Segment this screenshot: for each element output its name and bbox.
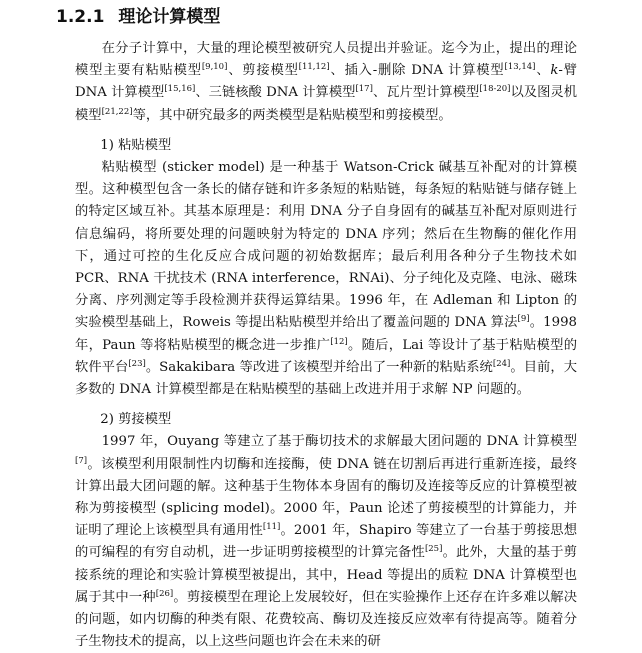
intro-text-4: 、 bbox=[535, 63, 551, 79]
citation-ref: [11] bbox=[262, 522, 281, 533]
intro-text-7: 、瓦片型计算模型 bbox=[372, 85, 480, 101]
citation-ref: [9,10] bbox=[201, 62, 228, 73]
intro-text-2: 、剪接模型 bbox=[227, 63, 299, 79]
citation-ref: [11,12] bbox=[298, 62, 330, 73]
splicing-paragraph bbox=[75, 431, 577, 653]
citation-ref: [26] bbox=[155, 588, 174, 599]
splicing-text-1: 1997 年，Ouyang 等建立了基于酶切技术的求解最大团问题的 DNA 计算模型 bbox=[101, 434, 577, 450]
splicing-text-4: 。此外，大量的基于剪接系统的理论和实验计算模型被提出，其中，Head 等提出的质粒 DNA 计算模型也属于其中一种 bbox=[75, 545, 578, 605]
intro-text-5: -臂 DNA 计算模型 bbox=[75, 63, 578, 101]
splicing-subheading: 2) 剪接模型 bbox=[100, 412, 172, 428]
sticker-text-4: 。Sakakibara 等改进了该模型并给出了一种新的粘贴系统 bbox=[145, 359, 493, 375]
intro-text-6: 、三链核酸 DNA 计算模型 bbox=[195, 85, 356, 101]
section-number: 1.2.1 bbox=[56, 7, 105, 27]
citation-ref: [7] bbox=[75, 455, 88, 466]
citation-ref: [15,16] bbox=[164, 84, 196, 95]
citation-ref: [12] bbox=[330, 336, 348, 347]
intro-text-8: 以及图灵机模型 bbox=[75, 85, 578, 123]
splicing-text-2: 。该模型利用限制性内切酶和连接酶，使 DNA 链在切割后再进行重新连接，最终计算出最大团问题的解。这种基于生物体本身固有的酶切及连接等反应的计算模型被称为剪接模型 (splicing model)。2000 年，Paun 论述了剪接模型的计算能力，并证明了理论上该模型具有通用性 bbox=[75, 456, 577, 539]
section-body bbox=[75, 38, 577, 653]
sticker-text-3: 。随后，Lai 等设计了基于粘贴模型的软件平台 bbox=[75, 337, 577, 375]
citation-ref: [13,14] bbox=[504, 62, 536, 73]
splicing-text-5: 。剪接模型在理论上发展较好，但在实验操作上还存在许多难以解决的问题，如内切酶的种类有限、花费较高、酶切及连接反应效率有待提高等。随着分子生物技术的提高，以上这些问题也许会在未来的研 bbox=[75, 589, 578, 650]
intro-text-1: 在分子计算中，大量的理论模型被研究人员提出并验证。迄今为止，提出的理论模型主要有粘贴模型 bbox=[75, 41, 577, 79]
citation-ref: [24] bbox=[492, 358, 511, 369]
section-heading bbox=[56, 6, 220, 28]
section-title: 理论计算模型 bbox=[118, 7, 221, 27]
sticker-paragraph bbox=[75, 157, 577, 401]
citation-ref: [23] bbox=[128, 358, 146, 369]
intro-paragraph bbox=[75, 38, 577, 127]
citation-ref: [25] bbox=[424, 544, 443, 555]
citation-ref: [21,22] bbox=[101, 106, 133, 117]
sticker-text-2: 。1998 年，Paun 等将粘贴模型的概念进一步推广 bbox=[75, 315, 577, 353]
intro-text-9: 等，其中研究最多的两类模型是粘贴模型和剪接模型。 bbox=[132, 107, 452, 123]
citation-ref: [18-20] bbox=[479, 84, 511, 95]
intro-text-3: 、插入-删除 DNA 计算模型 bbox=[329, 63, 505, 79]
splicing-text-3: 。2001 年，Shapiro 等建立了一台基于剪接思想的可编程的有穷自动机，进一步证明剪接模型的计算完备性 bbox=[75, 523, 577, 561]
sticker-subheading: 1) 粘贴模型 bbox=[100, 137, 172, 153]
k-italic: k bbox=[550, 63, 559, 79]
citation-ref: [17] bbox=[355, 84, 373, 95]
citation-ref: [9] bbox=[517, 314, 530, 325]
sticker-text-1: 粘贴模型 (sticker model) 是一种基于 Watson-Crick 碱基互补配对的计算模型。这种模型包含一条长的储存链和许多条短的粘贴链，每条短的粘贴链与储存链上的特定区域互补。其基本原理是：利用 DNA 分子自身固有的碱基互补配对原则进行信息编码，将所要处理的问题映射为特定的 DNA 序列；然后在生物酶的催化作用下，通过可控的生化反应合成问题的初始数据库；最后利用各种分子生物技术如 PCR、RNA 干扰技术 (RNA interference，RNAi)、分子纯化及克隆、电泳、磁珠分离、序列测定等手段检测并获得运算结果。1996 年，在 Adleman 和 Lipton 的实验模型基础上，Roweis 等提出粘贴模型并给出了覆盖问题的 DNA 算法 bbox=[75, 160, 577, 331]
sticker-text-5: 。目前，大多数的 DNA 计算模型都是在粘贴模型的基础上改进并用于求解 NP 问题的。 bbox=[75, 359, 578, 398]
